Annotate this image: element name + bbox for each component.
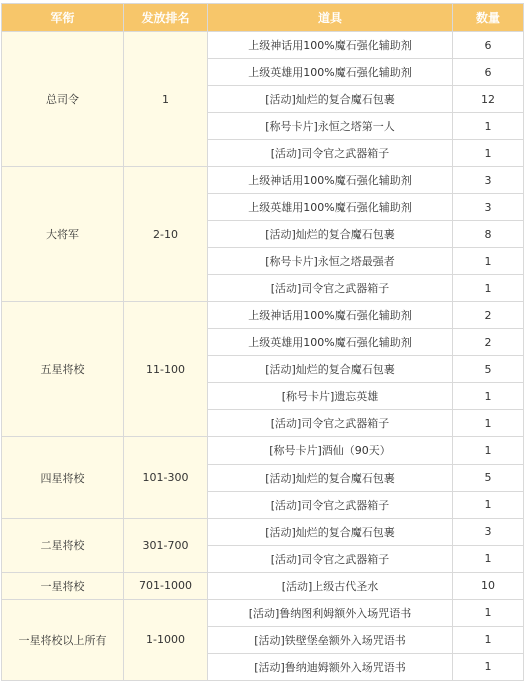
rewards-body [2,32,524,681]
item-cell: [活动]司令官之武器箱子 [208,491,453,518]
rank-cell: 大将军 [2,167,124,302]
item-cell: [活动]司令官之武器箱子 [208,410,453,437]
qty-cell: 1 [453,410,524,437]
qty-cell: 1 [453,248,524,275]
qty-cell: 1 [453,140,524,167]
range-cell: 301-700 [124,518,208,572]
qty-cell: 3 [453,194,524,221]
qty-cell: 6 [453,59,524,86]
range-cell: 701-1000 [124,572,208,599]
item-cell: [称号卡片]永恒之塔最强者 [208,248,453,275]
item-cell: [活动]司令官之武器箱子 [208,275,453,302]
header-row [2,4,524,32]
rank-cell: 五星将校 [2,302,124,437]
range-cell: 2-10 [124,167,208,302]
qty-cell: 2 [453,329,524,356]
rank-cell: 总司令 [2,32,124,167]
table-row [2,599,524,626]
qty-cell: 1 [453,275,524,302]
item-cell: [活动]铁壁堡垒额外入场咒语书 [208,626,453,653]
item-cell: [活动]鲁纳迪姆额外入场咒语书 [208,653,453,680]
table-row [2,437,524,464]
item-cell: [称号卡片]酒仙（90天） [208,437,453,464]
rank-cell: 一星将校 [2,572,124,599]
qty-cell: 5 [453,356,524,383]
range-cell: 1-1000 [124,599,208,680]
rank-cell: 二星将校 [2,518,124,572]
qty-cell: 1 [453,545,524,572]
rank-cell: 四星将校 [2,437,124,518]
qty-cell: 10 [453,572,524,599]
item-cell: 上级神话用100%魔石强化辅助剂 [208,167,453,194]
qty-cell: 8 [453,221,524,248]
item-cell: 上级神话用100%魔石强化辅助剂 [208,32,453,59]
item-cell: [活动]司令官之武器箱子 [208,140,453,167]
qty-cell: 1 [453,383,524,410]
item-cell: [活动]上级古代圣水 [208,572,453,599]
qty-cell: 1 [453,437,524,464]
item-cell: 上级神话用100%魔石强化辅助剂 [208,302,453,329]
rewards-table [1,3,524,681]
item-cell: [活动]司令官之武器箱子 [208,545,453,572]
item-cell: 上级英雄用100%魔石强化辅助剂 [208,329,453,356]
table-row [2,518,524,545]
range-cell: 11-100 [124,302,208,437]
header-rank: 军衔 [2,4,124,32]
qty-cell: 1 [453,653,524,680]
header-qty: 数量 [453,4,524,32]
header-item: 道具 [208,4,453,32]
item-cell: 上级英雄用100%魔石强化辅助剂 [208,59,453,86]
qty-cell: 12 [453,86,524,113]
item-cell: [活动]灿烂的复合魔石包裹 [208,221,453,248]
qty-cell: 3 [453,518,524,545]
qty-cell: 1 [453,626,524,653]
item-cell: [活动]灿烂的复合魔石包裹 [208,86,453,113]
table-row [2,572,524,599]
item-cell: [活动]灿烂的复合魔石包裹 [208,356,453,383]
qty-cell: 1 [453,599,524,626]
item-cell: [称号卡片]遗忘英雄 [208,383,453,410]
rank-cell: 一星将校以上所有 [2,599,124,680]
range-cell: 1 [124,32,208,167]
item-cell: 上级英雄用100%魔石强化辅助剂 [208,194,453,221]
item-cell: [活动]鲁纳图利姆额外入场咒语书 [208,599,453,626]
qty-cell: 1 [453,113,524,140]
table-row [2,302,524,329]
qty-cell: 5 [453,464,524,491]
item-cell: [活动]灿烂的复合魔石包裹 [208,518,453,545]
qty-cell: 1 [453,491,524,518]
qty-cell: 2 [453,302,524,329]
table-row [2,32,524,59]
table-row [2,167,524,194]
header-range: 发放排名 [124,4,208,32]
range-cell: 101-300 [124,437,208,518]
item-cell: [活动]灿烂的复合魔石包裹 [208,464,453,491]
qty-cell: 3 [453,167,524,194]
qty-cell: 6 [453,32,524,59]
item-cell: [称号卡片]永恒之塔第一人 [208,113,453,140]
